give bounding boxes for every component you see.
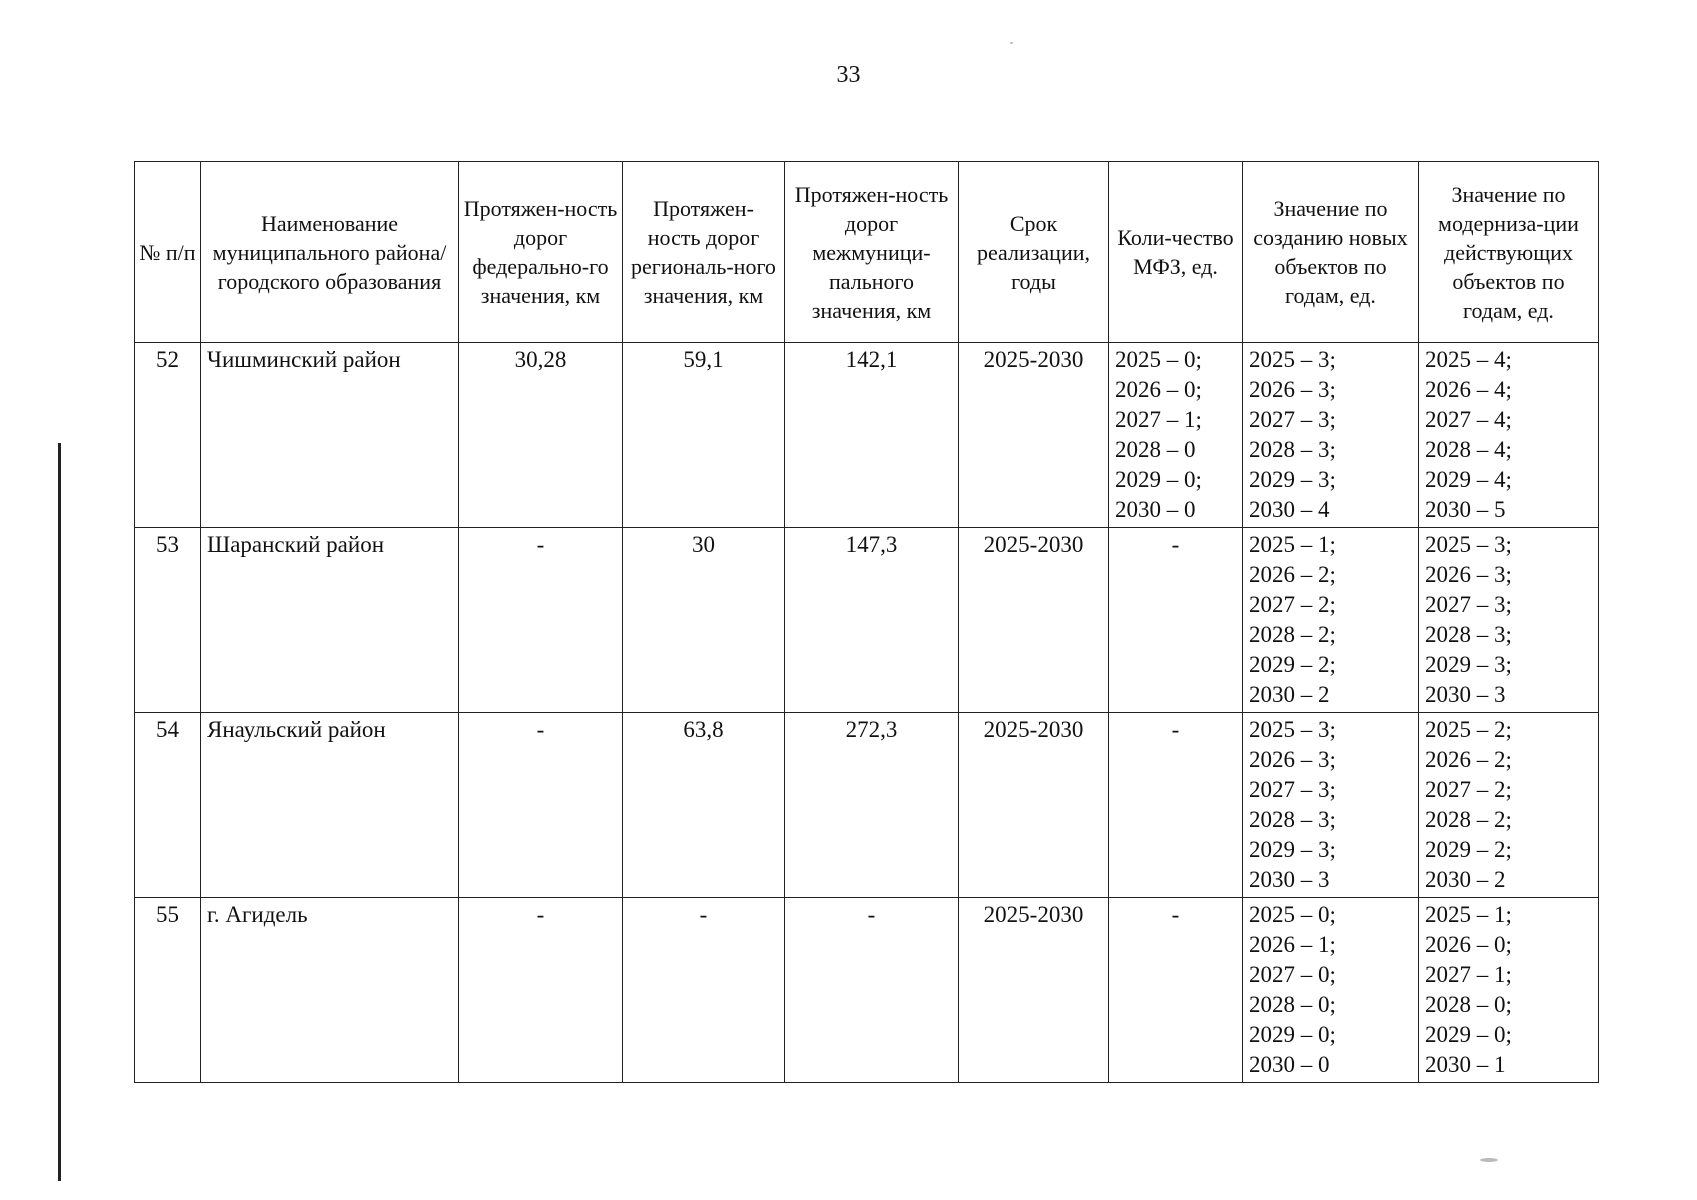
header-regional: Протяжен-ность дорог региональ-ного значения, км (623, 162, 785, 343)
modernization-cell-line: 2027 – 3; (1425, 592, 1512, 617)
mfz-cell (1109, 528, 1243, 713)
modernization-cell (1419, 898, 1599, 1083)
mfz-cell-line: - (1171, 902, 1180, 927)
intermunicipal-roads-cell: 272,3 (785, 713, 959, 898)
header-federal: Протяжен-ность дорог федерально-го значения, км (459, 162, 623, 343)
regional-roads-cell: - (623, 898, 785, 1083)
table-header-row (135, 162, 1599, 343)
modernization-cell-line: 2026 – 2; (1425, 747, 1512, 772)
scan-speck (1010, 42, 1013, 44)
new-objects-cell-line: 2028 – 3; (1249, 807, 1336, 832)
header-mfz: Коли-чество МФЗ, ед. (1109, 162, 1243, 343)
modernization-cell-line: 2027 – 2; (1425, 777, 1512, 802)
modernization-cell-line: 2026 – 3; (1425, 562, 1512, 587)
intermunicipal-roads-cell: 147,3 (785, 528, 959, 713)
federal-roads-cell: - (459, 713, 623, 898)
modernization-cell-line: 2027 – 4; (1425, 407, 1512, 432)
header-name: Наименование муниципального района/городского образования (201, 162, 459, 343)
new-objects-cell-line: 2026 – 3; (1249, 747, 1336, 772)
header-period: Срок реализации, годы (959, 162, 1109, 343)
scan-margin-line (58, 443, 61, 1181)
roads-table (134, 161, 1599, 1083)
row-number-cell: 52 (135, 343, 201, 528)
new-objects-cell-line: 2028 – 3; (1249, 437, 1336, 462)
new-objects-cell-line: 2029 – 0; (1249, 1022, 1336, 1047)
table-row (135, 343, 1599, 528)
municipality-name-cell: Чишминский район (201, 343, 459, 528)
modernization-cell-line: 2025 – 2; (1425, 717, 1512, 742)
new-objects-cell-line: 2029 – 2; (1249, 652, 1336, 677)
modernization-cell-line: 2028 – 0; (1425, 992, 1512, 1017)
modernization-cell (1419, 528, 1599, 713)
regional-roads-cell: 63,8 (623, 713, 785, 898)
period-cell: 2025-2030 (959, 343, 1109, 528)
header-modernization: Значение по модерниза-ции действующих объектов по годам, ед. (1419, 162, 1599, 343)
table-row (135, 528, 1599, 713)
period-cell: 2025-2030 (959, 528, 1109, 713)
new-objects-cell-line: 2026 – 1; (1249, 932, 1336, 957)
modernization-cell-line: 2028 – 4; (1425, 437, 1512, 462)
new-objects-cell-line: 2025 – 3; (1249, 347, 1336, 372)
new-objects-cell-line: 2027 – 3; (1249, 777, 1336, 802)
mfz-cell-line: 2028 – 0 (1115, 437, 1196, 462)
modernization-cell-line: 2030 – 2 (1425, 867, 1506, 892)
modernization-cell-line: 2029 – 3; (1425, 652, 1512, 677)
mfz-cell-line: 2027 – 1; (1115, 407, 1202, 432)
regional-roads-cell: 30 (623, 528, 785, 713)
period-cell: 2025-2030 (959, 898, 1109, 1083)
modernization-cell-line: 2030 – 3 (1425, 682, 1506, 707)
modernization-cell-line: 2029 – 2; (1425, 837, 1512, 862)
modernization-cell-line: 2025 – 3; (1425, 532, 1512, 557)
new-objects-cell-line: 2028 – 2; (1249, 622, 1336, 647)
modernization-cell-line: 2028 – 3; (1425, 622, 1512, 647)
scan-speck (1480, 1158, 1498, 1162)
new-objects-cell-line: 2029 – 3; (1249, 467, 1336, 492)
mfz-cell (1109, 343, 1243, 528)
mfz-cell (1109, 898, 1243, 1083)
new-objects-cell-line: 2025 – 1; (1249, 532, 1336, 557)
modernization-cell-line: 2026 – 4; (1425, 377, 1512, 402)
modernization-cell-line: 2029 – 0; (1425, 1022, 1512, 1047)
page-number: 33 (836, 62, 861, 88)
modernization-cell-line: 2028 – 2; (1425, 807, 1512, 832)
intermunicipal-roads-cell: 142,1 (785, 343, 959, 528)
modernization-cell (1419, 343, 1599, 528)
header-num: № п/п (135, 162, 201, 343)
mfz-cell-line: 2026 – 0; (1115, 377, 1202, 402)
modernization-cell-line: 2026 – 0; (1425, 932, 1512, 957)
intermunicipal-roads-cell: - (785, 898, 959, 1083)
modernization-cell-line: 2030 – 5 (1425, 497, 1506, 522)
mfz-cell-line: 2025 – 0; (1115, 347, 1202, 372)
new-objects-cell-line: 2027 – 3; (1249, 407, 1336, 432)
new-objects-cell-line: 2029 – 3; (1249, 837, 1336, 862)
row-number-cell: 55 (135, 898, 201, 1083)
new-objects-cell-line: 2026 – 3; (1249, 377, 1336, 402)
mfz-cell-line: - (1171, 532, 1180, 557)
regional-roads-cell: 59,1 (623, 343, 785, 528)
new-objects-cell (1243, 898, 1419, 1083)
new-objects-cell (1243, 528, 1419, 713)
new-objects-cell-line: 2027 – 0; (1249, 962, 1336, 987)
row-number-cell: 54 (135, 713, 201, 898)
municipality-name-cell: Шаранский район (201, 528, 459, 713)
new-objects-cell-line: 2025 – 0; (1249, 902, 1336, 927)
new-objects-cell-line: 2030 – 3 (1249, 867, 1330, 892)
modernization-cell-line: 2027 – 1; (1425, 962, 1512, 987)
new-objects-cell (1243, 343, 1419, 528)
new-objects-cell-line: 2030 – 2 (1249, 682, 1330, 707)
table-row (135, 713, 1599, 898)
mfz-cell-line: 2029 – 0; (1115, 467, 1202, 492)
modernization-cell-line: 2029 – 4; (1425, 467, 1512, 492)
modernization-cell-line: 2025 – 4; (1425, 347, 1512, 372)
new-objects-cell-line: 2030 – 0 (1249, 1052, 1330, 1077)
municipality-name-cell: Янаульский район (201, 713, 459, 898)
new-objects-cell (1243, 713, 1419, 898)
mfz-cell (1109, 713, 1243, 898)
modernization-cell-line: 2025 – 1; (1425, 902, 1512, 927)
new-objects-cell-line: 2028 – 0; (1249, 992, 1336, 1017)
new-objects-cell-line: 2025 – 3; (1249, 717, 1336, 742)
municipality-name-cell: г. Агидель (201, 898, 459, 1083)
federal-roads-cell: 30,28 (459, 343, 623, 528)
row-number-cell: 53 (135, 528, 201, 713)
table-row (135, 898, 1599, 1083)
new-objects-cell-line: 2026 – 2; (1249, 562, 1336, 587)
federal-roads-cell: - (459, 898, 623, 1083)
mfz-cell-line: - (1171, 717, 1180, 742)
period-cell: 2025-2030 (959, 713, 1109, 898)
new-objects-cell-line: 2027 – 2; (1249, 592, 1336, 617)
mfz-cell-line: 2030 – 0 (1115, 497, 1196, 522)
new-objects-cell-line: 2030 – 4 (1249, 497, 1330, 522)
modernization-cell (1419, 713, 1599, 898)
federal-roads-cell: - (459, 528, 623, 713)
modernization-cell-line: 2030 – 1 (1425, 1052, 1506, 1077)
header-new-objects: Значение по созданию новых объектов по годам, ед. (1243, 162, 1419, 343)
header-intermunicipal: Протяжен-ность дорог межмуници-пального значения, км (785, 162, 959, 343)
